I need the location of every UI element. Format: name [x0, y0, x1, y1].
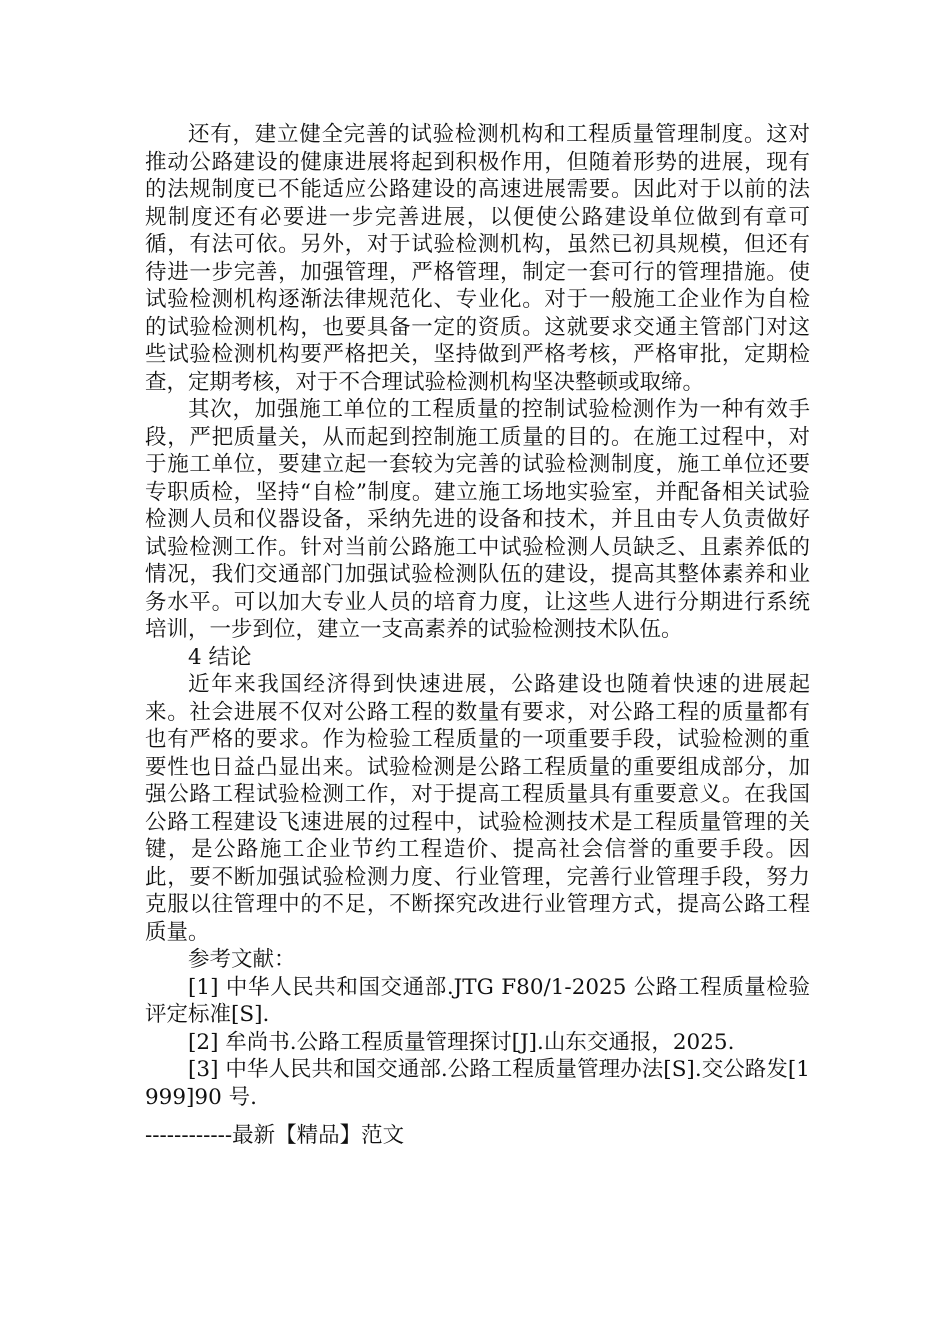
section-heading-conclusion: 4 结论	[188, 644, 252, 670]
references-heading: 参考文献：	[188, 947, 296, 972]
reference-item-3: [3] 中华人民共和国交通部.公路工程质量管理办法[S].交公路发[1999]90 号.	[145, 1057, 810, 1110]
reference-item-2: [2] 牟尚书.公路工程质量管理探讨[J].山东交通报，2025.	[188, 1029, 735, 1055]
document-body	[145, 121, 810, 1111]
paragraph-conclusion: 近年来我国经济得到快速进展，公路建设也随着快速的进展起来。社会进展不仅对公路工程的数量有要求，对公路工程的质量都有也有严格的要求。作为检验工程质量的一项重要手段，试验检测的重要性也日益凸显出来。试验检测是公路工程质量的重要组成部分，加强公路工程试验检测工作，对于提高工程质量具有重要意义。在我国公路工程建设飞速进展的过程中，试验检测技术是工程质量管理的关键，是公路施工企业节约工程造价、提高社会信誉的重要手段。因此，要不断加强试验检测力度、行业管理，完善行业管理手段，努力克服以往管理中的不足，不断探究改进行业管理方式，提高公路工程质量。	[145, 672, 810, 945]
paragraph-testing-institutions: 还有，建立健全完善的试验检测机构和工程质量管理制度。这对推动公路建设的健康进展将起到积极作用，但随着形势的进展，现有的法规制度已不能适应公路建设的高速进展需要。因此对于以前的法规制度还有必要进一步完善进展，以便使公路建设单位做到有章可循，有法可依。另外，对于试验检测机构，虽然已初具规模，但还有待进一步完善，加强管理，严格管理，制定一套可行的管理措施。使试验检测机构逐渐法律规范化、专业化。对于一般施工企业作为自检的试验检测机构，也要具备一定的资质。这就要求交通主管部门对这些试验检测机构要严格把关，坚持做到严格考核，严格审批，定期检查，定期考核，对于不合理试验检测机构坚决整顿或取缔。	[145, 122, 810, 395]
footer-banner: ------------最新【精品】范文	[145, 1123, 405, 1148]
paragraph-construction-unit-control: 其次，加强施工单位的工程质量的控制试验检测作为一种有效手段，严把质量关，从而起到控制施工质量的目的。在施工过程中，对于施工单位，要建立起一套较为完善的试验检测制度，施工单位还要专职质检，坚持“自检”制度。建立施工场地实验室，并配备相关试验检测人员和仪器设备，采纳先进的设备和技术，并且由专人负责做好试验检测工作。针对当前公路施工中试验检测人员缺乏、且素养低的情况，我们交通部门加强试验检测队伍的建设，提高其整体素养和业务水平。可以加大专业人员的培育力度，让这些人进行分期进行系统培训，一步到位，建立一支高素养的试验检测技术队伍。	[145, 397, 810, 642]
reference-item-1: [1] 中华人民共和国交通部.JTG F80/1-2025 公路工程质量检验评定标准[S].	[145, 974, 810, 1027]
